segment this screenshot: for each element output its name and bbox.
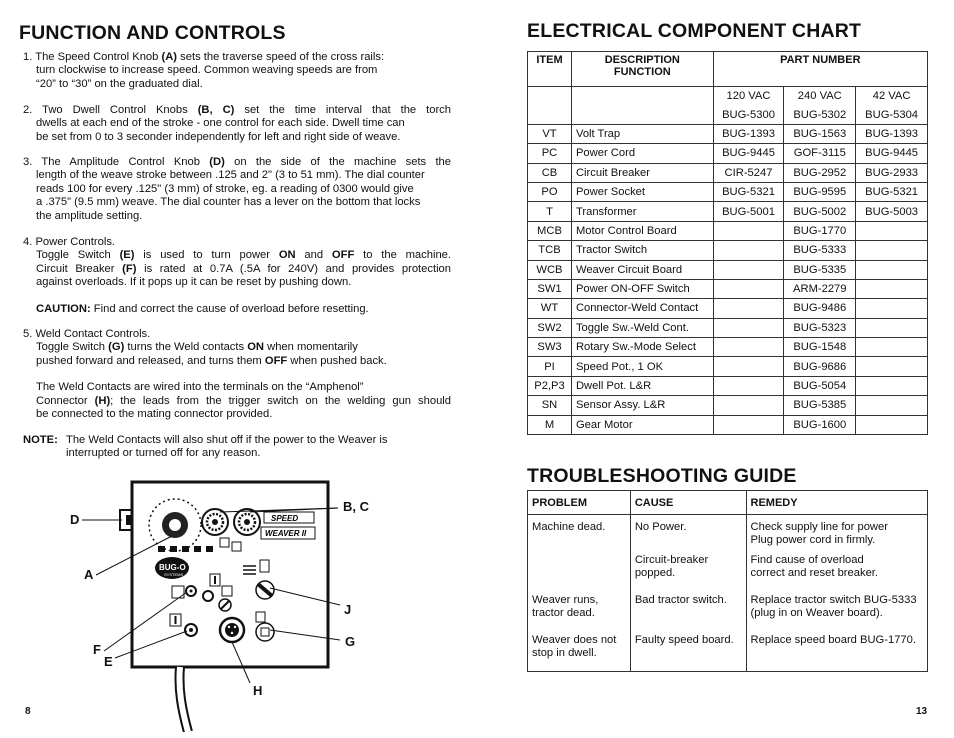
remedy-cell bbox=[746, 515, 927, 555]
electrical-chart-title: ELECTRICAL COMPONENT CHART bbox=[527, 20, 862, 42]
ref-h: (H) bbox=[94, 394, 111, 407]
part-42-cell bbox=[856, 241, 928, 260]
item-cell: WCB bbox=[528, 260, 572, 279]
text: Find cause of overload bbox=[750, 554, 864, 566]
cause-cell: Faulty speed board. bbox=[630, 634, 746, 672]
logo-sub-text: SYSTEMS bbox=[164, 572, 184, 577]
description-cell: Rotary Sw.-Mode Select bbox=[571, 338, 713, 357]
text: reads 100 for every .125" (3 mm) of stroke, eg. a reading of 0300 would give bbox=[36, 182, 414, 195]
part-42-cell bbox=[856, 415, 928, 434]
description-cell: Power Socket bbox=[571, 182, 713, 201]
header-problem: PROBLEM bbox=[528, 491, 631, 515]
label-g: G bbox=[345, 634, 356, 649]
text: to the machine. bbox=[354, 249, 452, 262]
description-cell: Gear Motor bbox=[571, 415, 713, 434]
ref-g: (G) bbox=[108, 341, 125, 354]
text: DESCRIPTION bbox=[604, 54, 680, 66]
text: on the side of the machine sets the bbox=[224, 156, 451, 168]
part-42-cell bbox=[856, 338, 928, 357]
text: Circuit Breaker bbox=[36, 262, 123, 275]
table-row bbox=[528, 594, 928, 634]
text: The Weld Contacts will also shut off if the power to the Weaver is bbox=[66, 434, 388, 446]
label-d: D bbox=[70, 512, 80, 527]
text: interrupted or turned off for any reason. bbox=[66, 447, 261, 460]
item-cell: PO bbox=[528, 182, 572, 201]
description-cell: Transformer bbox=[571, 202, 713, 221]
part-240-cell: BUG-1563 bbox=[784, 124, 856, 143]
text: Weaver runs, bbox=[532, 594, 599, 606]
table-row bbox=[528, 554, 928, 594]
text: Connector bbox=[36, 394, 95, 407]
part-120-cell: BUG-1393 bbox=[713, 124, 784, 143]
text: sets the traverse speed of the cross rails: bbox=[177, 51, 385, 63]
part-240-cell: BUG-5385 bbox=[784, 396, 856, 415]
text: turn clockwise to increase speed. Common weaving speeds are from bbox=[36, 64, 378, 77]
part-42-cell: BUG-2933 bbox=[856, 163, 928, 182]
part-240-cell: BUG-1770 bbox=[784, 221, 856, 240]
item-cell: MCB bbox=[528, 221, 572, 240]
text: Toggle Switch bbox=[36, 249, 120, 262]
text-off: OFF bbox=[331, 249, 355, 262]
problem-cell bbox=[528, 554, 631, 594]
ref-a: (A) bbox=[161, 51, 178, 63]
description-cell: Dwell Pot. L&R bbox=[571, 376, 713, 395]
item-cell: SW3 bbox=[528, 338, 572, 357]
description-cell: Connector-Weld Contact bbox=[571, 299, 713, 318]
text: FUNCTION bbox=[613, 66, 671, 78]
text: Plug power cord in firmly. bbox=[750, 534, 876, 547]
part-240-cell: BUG-9595 bbox=[784, 182, 856, 201]
table-row bbox=[528, 357, 928, 376]
item-cell: SW2 bbox=[528, 318, 572, 337]
header-part-number: PART NUMBER bbox=[713, 52, 927, 87]
label-h: H bbox=[253, 683, 263, 698]
text: The Weld Contacts are wired into the terminals on the “Amphenol” bbox=[36, 381, 364, 394]
table-row bbox=[528, 299, 928, 318]
empty-cell bbox=[571, 87, 713, 125]
problem-cell bbox=[528, 594, 631, 634]
problem-cell: Machine dead. bbox=[528, 515, 631, 555]
part-42-cell bbox=[856, 396, 928, 415]
part-240-cell: BUG-1600 bbox=[784, 415, 856, 434]
table-row bbox=[528, 396, 928, 415]
part-42-cell bbox=[856, 299, 928, 318]
header-cause: CAUSE bbox=[630, 491, 746, 515]
part-240-cell: BUG-9486 bbox=[784, 299, 856, 318]
part-120-cell bbox=[713, 221, 784, 240]
text: 5. Weld Contact Controls. bbox=[23, 328, 151, 340]
ref-d: (D) bbox=[209, 156, 225, 168]
part-240-cell: BUG-1548 bbox=[784, 338, 856, 357]
text: a .375" (9.5 mm) weave. The dial counter has a lever on the bottom that locks bbox=[36, 196, 421, 209]
part-240-cell: BUG-5002 bbox=[784, 202, 856, 221]
table-row bbox=[528, 515, 928, 555]
part-240-cell: BUG-5054 bbox=[784, 376, 856, 395]
part-42-cell: BUG-5321 bbox=[856, 182, 928, 201]
text: Check supply line for power bbox=[750, 521, 888, 533]
weaver-plate-text: WEAVER II bbox=[265, 529, 307, 538]
voltage-120: 120 VAC bbox=[713, 87, 784, 106]
text: pushed forward and released, and turns them bbox=[36, 354, 265, 367]
part-120-cell bbox=[713, 299, 784, 318]
text: Find and correct the cause of overload before resetting. bbox=[90, 302, 369, 315]
item-cell: WT bbox=[528, 299, 572, 318]
part-42-cell bbox=[856, 221, 928, 240]
part-120-cell bbox=[713, 279, 784, 298]
part-120-cell bbox=[713, 318, 784, 337]
remedy-cell bbox=[746, 554, 927, 594]
text: 2. Two Dwell Control Knobs bbox=[23, 104, 198, 116]
text: set the time interval that the torch bbox=[234, 104, 451, 116]
text: turns the Weld contacts bbox=[124, 341, 248, 354]
text: when pushed back. bbox=[287, 354, 387, 367]
text: “20” to “30” on the graduated dial. bbox=[36, 77, 203, 90]
speed-plate-text: SPEED bbox=[271, 514, 299, 523]
electrical-component-table bbox=[527, 51, 928, 435]
header-remedy: REMEDY bbox=[746, 491, 927, 515]
table-row bbox=[528, 279, 928, 298]
part-42-cell bbox=[856, 376, 928, 395]
item-cell: VT bbox=[528, 124, 572, 143]
logo-text: BUG-O bbox=[159, 563, 186, 572]
remedy-cell: Replace speed board BUG-1770. bbox=[750, 634, 916, 646]
part-42-cell bbox=[856, 260, 928, 279]
text: be connected to the mating connector provided. bbox=[36, 408, 273, 421]
part-42-cell: BUG-1393 bbox=[856, 124, 928, 143]
item-cell: M bbox=[528, 415, 572, 434]
part-120-cell bbox=[713, 396, 784, 415]
part-120-cell bbox=[713, 260, 784, 279]
text: popped. bbox=[634, 567, 676, 580]
troubleshooting-title: TROUBLESHOOTING GUIDE bbox=[527, 465, 797, 487]
table-row bbox=[528, 260, 928, 279]
item-dwell-knobs bbox=[23, 104, 451, 144]
cause-cell: Bad tractor switch. bbox=[630, 594, 746, 634]
voltage-240: 240 VAC bbox=[784, 87, 856, 106]
text: Toggle Switch bbox=[36, 341, 109, 354]
part-240-cell: BUG-9686 bbox=[784, 357, 856, 376]
page-number-left: 8 bbox=[25, 706, 31, 717]
text: is used to turn power bbox=[134, 249, 279, 262]
text: be set from 0 to 3 seconder independently for left and right side of weave. bbox=[36, 130, 401, 143]
cause-cell bbox=[630, 554, 746, 594]
base-part-240: BUG-5302 bbox=[784, 105, 856, 124]
table-row bbox=[528, 221, 928, 240]
text: 3. The Amplitude Control Knob bbox=[23, 156, 210, 168]
text: is rated at 0.7A (.5A for 240V) and provides protection bbox=[136, 262, 452, 275]
text: stop in dwell. bbox=[532, 647, 597, 660]
voltage-42: 42 VAC bbox=[856, 87, 928, 106]
item-speed-knob bbox=[23, 51, 451, 91]
item-power-controls bbox=[23, 236, 451, 316]
item-cell: P2,P3 bbox=[528, 376, 572, 395]
text: Replace tractor switch BUG-5333 bbox=[750, 594, 917, 606]
remedy-cell bbox=[746, 594, 927, 634]
text: against overloads. If it pops up it can be reset by pushing down. bbox=[36, 276, 352, 289]
text: tractor dead. bbox=[532, 607, 595, 620]
table-row bbox=[528, 144, 928, 163]
text: (plug in on Weaver board). bbox=[750, 607, 883, 620]
description-cell: Power ON-OFF Switch bbox=[571, 279, 713, 298]
label-bc: B, C bbox=[343, 499, 369, 514]
description-cell: Speed Pot., 1 OK bbox=[571, 357, 713, 376]
text: and bbox=[295, 249, 332, 262]
ref-f: (F) bbox=[122, 262, 137, 275]
description-cell: Tractor Switch bbox=[571, 241, 713, 260]
text-off: OFF bbox=[264, 354, 288, 367]
part-240-cell: GOF-3115 bbox=[784, 144, 856, 163]
part-240-cell: ARM-2279 bbox=[784, 279, 856, 298]
header-description bbox=[571, 52, 713, 87]
ref-bc: (B, C) bbox=[197, 104, 235, 116]
caution-label: CAUTION: bbox=[36, 302, 91, 315]
electrical-rows bbox=[528, 124, 928, 434]
description-cell: Toggle Sw.-Weld Cont. bbox=[571, 318, 713, 337]
text: ; the leads from the trigger switch on the welding gun should bbox=[110, 394, 451, 407]
part-120-cell: CIR-5247 bbox=[713, 163, 784, 182]
table-row bbox=[528, 376, 928, 395]
table-row bbox=[528, 415, 928, 434]
table-row bbox=[528, 124, 928, 143]
item-cell: CB bbox=[528, 163, 572, 182]
base-part-120: BUG-5300 bbox=[713, 105, 784, 124]
description-cell: Motor Control Board bbox=[571, 221, 713, 240]
label-f: F bbox=[93, 642, 101, 657]
text-on: ON bbox=[278, 249, 296, 262]
item-weld-contacts bbox=[23, 328, 451, 421]
part-120-cell bbox=[713, 357, 784, 376]
part-120-cell bbox=[713, 415, 784, 434]
part-240-cell: BUG-5323 bbox=[784, 318, 856, 337]
part-42-cell bbox=[856, 318, 928, 337]
text: when momentarily bbox=[264, 341, 358, 354]
label-j: J bbox=[344, 602, 352, 617]
text: Weaver does not bbox=[532, 634, 617, 646]
item-cell: T bbox=[528, 202, 572, 221]
part-42-cell bbox=[856, 279, 928, 298]
text: the amplitude setting. bbox=[36, 209, 143, 222]
troubleshooting-table bbox=[527, 490, 928, 672]
part-120-cell bbox=[713, 241, 784, 260]
note-label: NOTE: bbox=[23, 434, 58, 446]
part-120-cell bbox=[713, 376, 784, 395]
text: correct and reset breaker. bbox=[750, 567, 879, 580]
part-42-cell: BUG-5003 bbox=[856, 202, 928, 221]
table-row bbox=[528, 634, 928, 672]
description-cell: Circuit Breaker bbox=[571, 163, 713, 182]
note bbox=[23, 434, 453, 461]
part-120-cell: BUG-5001 bbox=[713, 202, 784, 221]
part-240-cell: BUG-5335 bbox=[784, 260, 856, 279]
base-part-42: BUG-5304 bbox=[856, 105, 928, 124]
part-120-cell: BUG-5321 bbox=[713, 182, 784, 201]
text: Circuit-breaker bbox=[634, 554, 709, 566]
item-amplitude-knob bbox=[23, 156, 451, 223]
text: 4. Power Controls. bbox=[23, 236, 116, 248]
function-controls-title: FUNCTION AND CONTROLS bbox=[19, 22, 286, 44]
label-e: E bbox=[104, 654, 113, 669]
table-row bbox=[528, 202, 928, 221]
control-panel-figure bbox=[60, 470, 390, 732]
item-cell: TCB bbox=[528, 241, 572, 260]
part-120-cell bbox=[713, 338, 784, 357]
item-cell: PI bbox=[528, 357, 572, 376]
page-number-right: 13 bbox=[916, 706, 928, 717]
description-cell: Volt Trap bbox=[571, 124, 713, 143]
text: dwells at each end of the stroke - one control for each side. Dwell time can bbox=[36, 117, 405, 130]
part-42-cell: BUG-9445 bbox=[856, 144, 928, 163]
text-on: ON bbox=[247, 341, 264, 354]
problem-cell bbox=[528, 634, 631, 672]
cause-cell: No Power. bbox=[630, 515, 746, 555]
table-row bbox=[528, 182, 928, 201]
table-row bbox=[528, 318, 928, 337]
description-cell: Weaver Circuit Board bbox=[571, 260, 713, 279]
part-42-cell bbox=[856, 357, 928, 376]
ref-e: (E) bbox=[119, 249, 135, 262]
part-240-cell: BUG-2952 bbox=[784, 163, 856, 182]
part-120-cell: BUG-9445 bbox=[713, 144, 784, 163]
label-a: A bbox=[84, 567, 94, 582]
text: 1. The Speed Control Knob bbox=[23, 51, 162, 63]
table-row bbox=[528, 241, 928, 260]
description-cell: Power Cord bbox=[571, 144, 713, 163]
empty-cell bbox=[528, 87, 572, 125]
item-cell: SW1 bbox=[528, 279, 572, 298]
description-cell: Sensor Assy. L&R bbox=[571, 396, 713, 415]
item-cell: PC bbox=[528, 144, 572, 163]
table-row bbox=[528, 338, 928, 357]
text: length of the weave stroke between .125 and 2" (3 to 51 mm). The dial counter bbox=[36, 169, 425, 182]
table-row bbox=[528, 163, 928, 182]
part-240-cell: BUG-5333 bbox=[784, 241, 856, 260]
item-cell: SN bbox=[528, 396, 572, 415]
header-item: ITEM bbox=[528, 52, 572, 87]
